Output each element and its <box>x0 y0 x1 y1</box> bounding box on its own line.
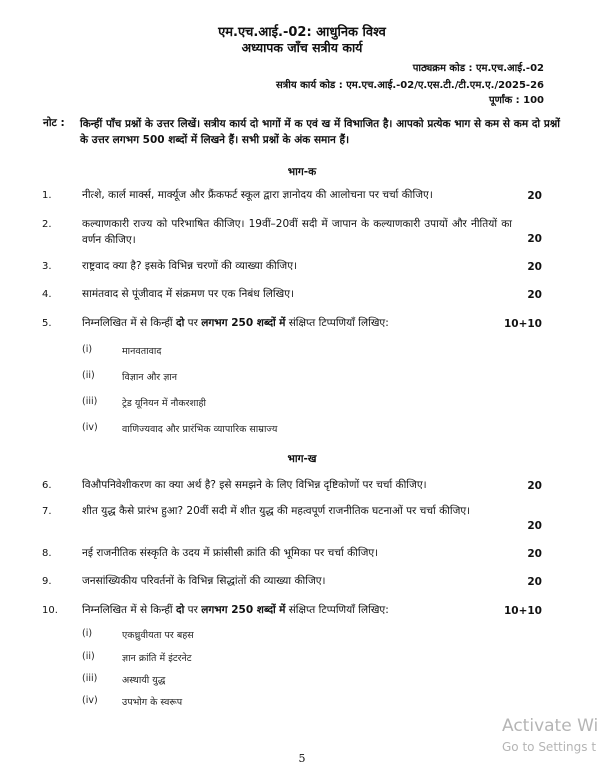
sub-item-number: (iii) <box>82 396 98 407</box>
max-marks: पूर्णांक : 100 <box>488 95 544 106</box>
document-title: एम.एच.आई.-02: आधुनिक विश्व <box>218 25 386 40</box>
sub-item-text: ज्ञान क्रांति में इंटरनेट <box>122 653 192 664</box>
page-number: 5 <box>298 752 306 765</box>
question-text: सामंतवाद से पूंजीवाद में संक्रमण पर एक निबंध लिखिए। <box>82 288 294 300</box>
question-text <box>82 315 512 331</box>
sub-item-text: विज्ञान और ज्ञान <box>122 372 178 383</box>
activate-windows-settings-hint: Go to Settings t <box>502 740 597 754</box>
question-marks: 10+10 <box>503 605 542 617</box>
section-b-heading: भाग-ख <box>287 453 317 465</box>
question-text: नीत्शे, कार्ल मार्क्स, मार्क्यूज और फ्रैंकफर्ट स्कूल द्वारा ज्ञानोदय की आलोचना पर चर्चा कीजिए। <box>82 189 433 201</box>
question-number: 3. <box>42 261 52 272</box>
question-text-emphasis: दो <box>176 317 185 329</box>
question-marks: 20 <box>527 548 542 560</box>
question-text: राष्ट्रवाद क्या है? इसके विभिन्न चरणों की व्याख्या कीजिए। <box>82 260 298 272</box>
sub-item-text: एकध्रुवीयता पर बहस <box>122 630 194 641</box>
sub-item-number: (ii) <box>82 370 95 381</box>
question-text-emphasis: में <box>279 604 286 616</box>
sub-item-text: मानवतावाद <box>122 346 162 357</box>
sub-item-text: ट्रेड यूनियन में नौकरशाही <box>122 398 206 409</box>
question-marks: 20 <box>527 190 542 202</box>
sub-item-number: (iv) <box>82 695 98 706</box>
question-number: 1. <box>42 190 52 201</box>
question-text-emphasis: लगभग 250 शब्दों <box>201 604 276 616</box>
sub-item-text: अस्थायी युद्ध <box>122 675 166 686</box>
question-marks: 20 <box>527 480 542 492</box>
question-marks: 20 <box>527 576 542 588</box>
question-number: 2. <box>42 219 52 230</box>
question-text-part: निम्नलिखित में से किन्हीं <box>82 317 173 329</box>
question-text <box>82 602 512 618</box>
question-text: नई राजनीतिक संस्कृति के उदय में फ्रांसीसी क्रांति की भूमिका पर चर्चा कीजिए। <box>82 547 379 559</box>
question-number: 9. <box>42 576 52 587</box>
document-subtitle: अध्यापक जाँच सत्रीय कार्य <box>241 40 363 55</box>
question-text-emphasis: दो <box>176 604 185 616</box>
question-marks: 20 <box>527 289 542 301</box>
question-text-part: निम्नलिखित में से किन्हीं <box>82 604 173 616</box>
question-text: जनसांख्यिकीय परिवर्तनों के विभिन्न सिद्धांतों की व्याख्या कीजिए। <box>82 575 326 587</box>
question-number: 8. <box>42 548 52 559</box>
question-number: 7. <box>42 506 52 517</box>
sub-item-number: (i) <box>82 344 93 355</box>
question-text-part: पर <box>187 604 198 616</box>
question-number: 4. <box>42 289 52 300</box>
question-text-emphasis: लगभग 250 शब्दों <box>201 317 276 329</box>
note-label: नोट : <box>43 117 65 129</box>
question-text-emphasis: में <box>279 317 286 329</box>
question-text: विऔपनिवेशीकरण का क्या अर्थ है? इसे समझने के लिए विभिन्न दृष्टिकोणों पर चर्चा कीजिए। <box>82 479 427 491</box>
course-code: पाठ्यक्रम कोड : एम.एच.आई.-02 <box>412 63 544 74</box>
question-number: 5. <box>42 318 52 329</box>
section-a-heading: भाग-क <box>287 166 317 178</box>
question-text: शीत युद्ध कैसे प्रारंभ हुआ? 20वीं सदी में शीत युद्ध की महत्वपूर्ण राजनीतिक घटनाओं पर चर्चा कीजिए। <box>82 505 471 517</box>
question-number: 10. <box>42 605 58 616</box>
question-text-part: संक्षिप्त टिप्पणियाँ लिखिए: <box>288 317 389 329</box>
activate-windows-watermark: Activate Wi <box>502 716 599 736</box>
sub-item-number: (i) <box>82 628 93 639</box>
question-text-part: पर <box>187 317 198 329</box>
question-text: कल्याणकारी राज्य को परिभाषित कीजिए। 19वीं–20वीं सदी में जापान के कल्याणकारी उपायों और नीतियों का वर्णन कीजिए। <box>82 218 512 246</box>
sub-item-text: उपभोग के स्वरूप <box>122 697 183 708</box>
note-text: किन्हीं पाँच प्रश्नों के उत्तर लिखें। सत्रीय कार्य दो भागों में क एवं ख में विभाजित है। आपको प्रत्येक भाग से कम से कम दो प्रश्नों के उत्तर लगभग 500 शब्दों में लिखने हैं। सभी प्रश्नों के अंक समान हैं। <box>80 118 560 146</box>
question-marks: 20 <box>527 261 542 273</box>
sub-item-number: (iv) <box>82 422 98 433</box>
sub-item-text: वाणिज्यवाद और प्रारंभिक व्यापारिक साम्राज्य <box>122 424 278 435</box>
question-marks: 20 <box>527 520 542 532</box>
question-number: 6. <box>42 480 52 491</box>
question-text-part: संक्षिप्त टिप्पणियाँ लिखिए: <box>288 604 389 616</box>
assignment-code: सत्रीय कार्य कोड : एम.एच.आई.-02/ए.एस.टी./टी.एम.ए./2025-26 <box>275 80 544 91</box>
sub-item-number: (ii) <box>82 651 95 662</box>
question-marks: 20 <box>527 233 542 245</box>
sub-item-number: (iii) <box>82 673 98 684</box>
question-marks: 10+10 <box>503 318 542 330</box>
